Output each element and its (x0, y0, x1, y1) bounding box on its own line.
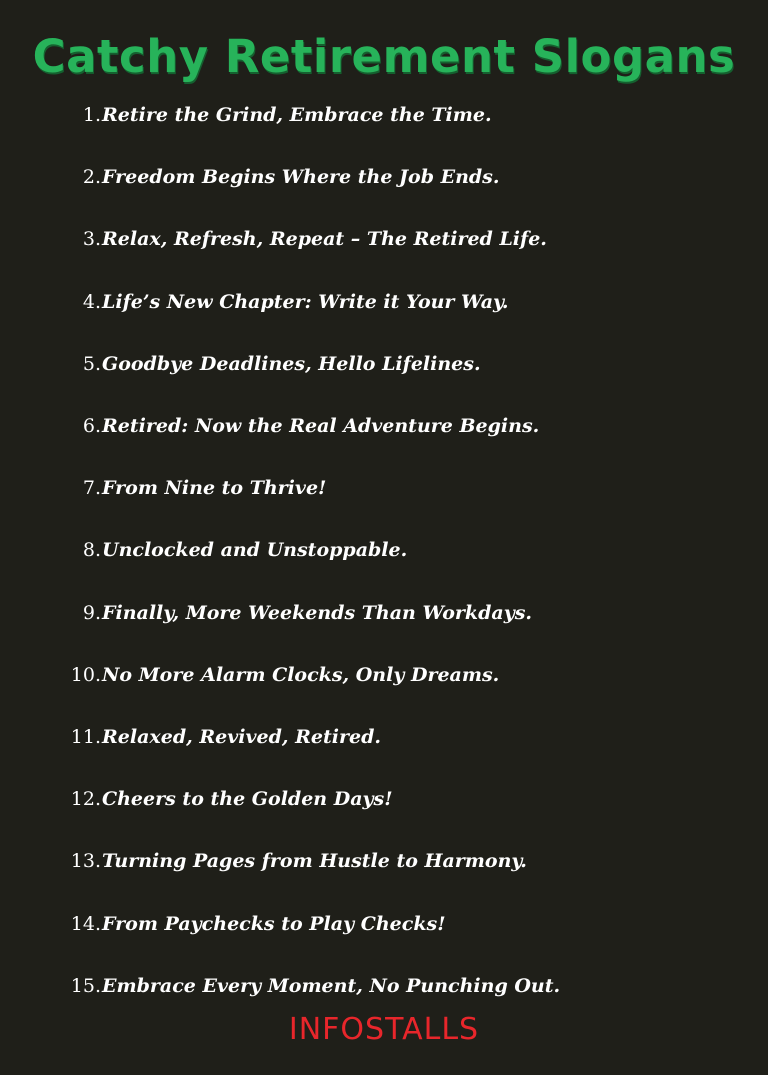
slogan-text: Relax, Refresh, Repeat – The Retired Life. (102, 228, 547, 251)
item-number: 6. (82, 415, 101, 438)
item-number: 2. (82, 166, 101, 189)
list-item (0, 644, 768, 706)
list-item (0, 84, 768, 146)
list-item (0, 333, 768, 395)
list-item (0, 271, 768, 333)
slogan-text: From Paychecks to Play Checks! (102, 912, 446, 935)
slogan-text: Unclocked and Unstoppable. (102, 539, 408, 562)
list-item (0, 830, 768, 892)
slogan-text: Embrace Every Moment, No Punching Out. (102, 974, 561, 997)
item-number: 8. (82, 539, 101, 562)
slogan-text: Turning Pages from Hustle to Harmony. (102, 850, 527, 873)
list-item (0, 582, 768, 644)
item-number: 10. (70, 663, 101, 686)
list-item (0, 768, 768, 830)
list-item (0, 457, 768, 519)
list-item (0, 892, 768, 954)
slogan-text: Relaxed, Revived, Retired. (102, 725, 381, 748)
item-number: 13. (70, 850, 101, 873)
slogan-text: Goodbye Deadlines, Hello Lifelines. (102, 352, 481, 375)
item-number: 12. (70, 788, 101, 811)
item-number: 11. (70, 725, 101, 748)
slogan-text: Life’s New Chapter: Write it Your Way. (102, 290, 509, 313)
list-item (0, 208, 768, 270)
item-number: 15. (70, 974, 101, 997)
list-item (0, 706, 768, 768)
slogan-list (0, 84, 768, 1017)
list-item (0, 146, 768, 208)
slogan-text: No More Alarm Clocks, Only Dreams. (102, 663, 500, 686)
item-number: 1. (82, 104, 101, 127)
list-item (0, 519, 768, 581)
slogan-text: Freedom Begins Where the Job Ends. (102, 166, 500, 189)
item-number: 14. (70, 912, 101, 935)
brand-watermark: INFOSTALLS (288, 1012, 480, 1047)
slogan-text: From Nine to Thrive! (102, 477, 327, 500)
item-number: 5. (82, 352, 101, 375)
item-number: 7. (82, 477, 101, 500)
page-title: Catchy Retirement Slogans (32, 30, 736, 83)
slogan-text: Cheers to the Golden Days! (102, 788, 393, 811)
slogan-text: Finally, More Weekends Than Workdays. (102, 601, 533, 624)
list-item (0, 395, 768, 457)
item-number: 4. (82, 290, 101, 313)
list-item (0, 955, 768, 1017)
item-number: 3. (82, 228, 101, 251)
slogan-text: Retired: Now the Real Adventure Begins. (102, 415, 540, 438)
slogan-text: Retire the Grind, Embrace the Time. (102, 104, 492, 127)
item-number: 9. (82, 601, 101, 624)
